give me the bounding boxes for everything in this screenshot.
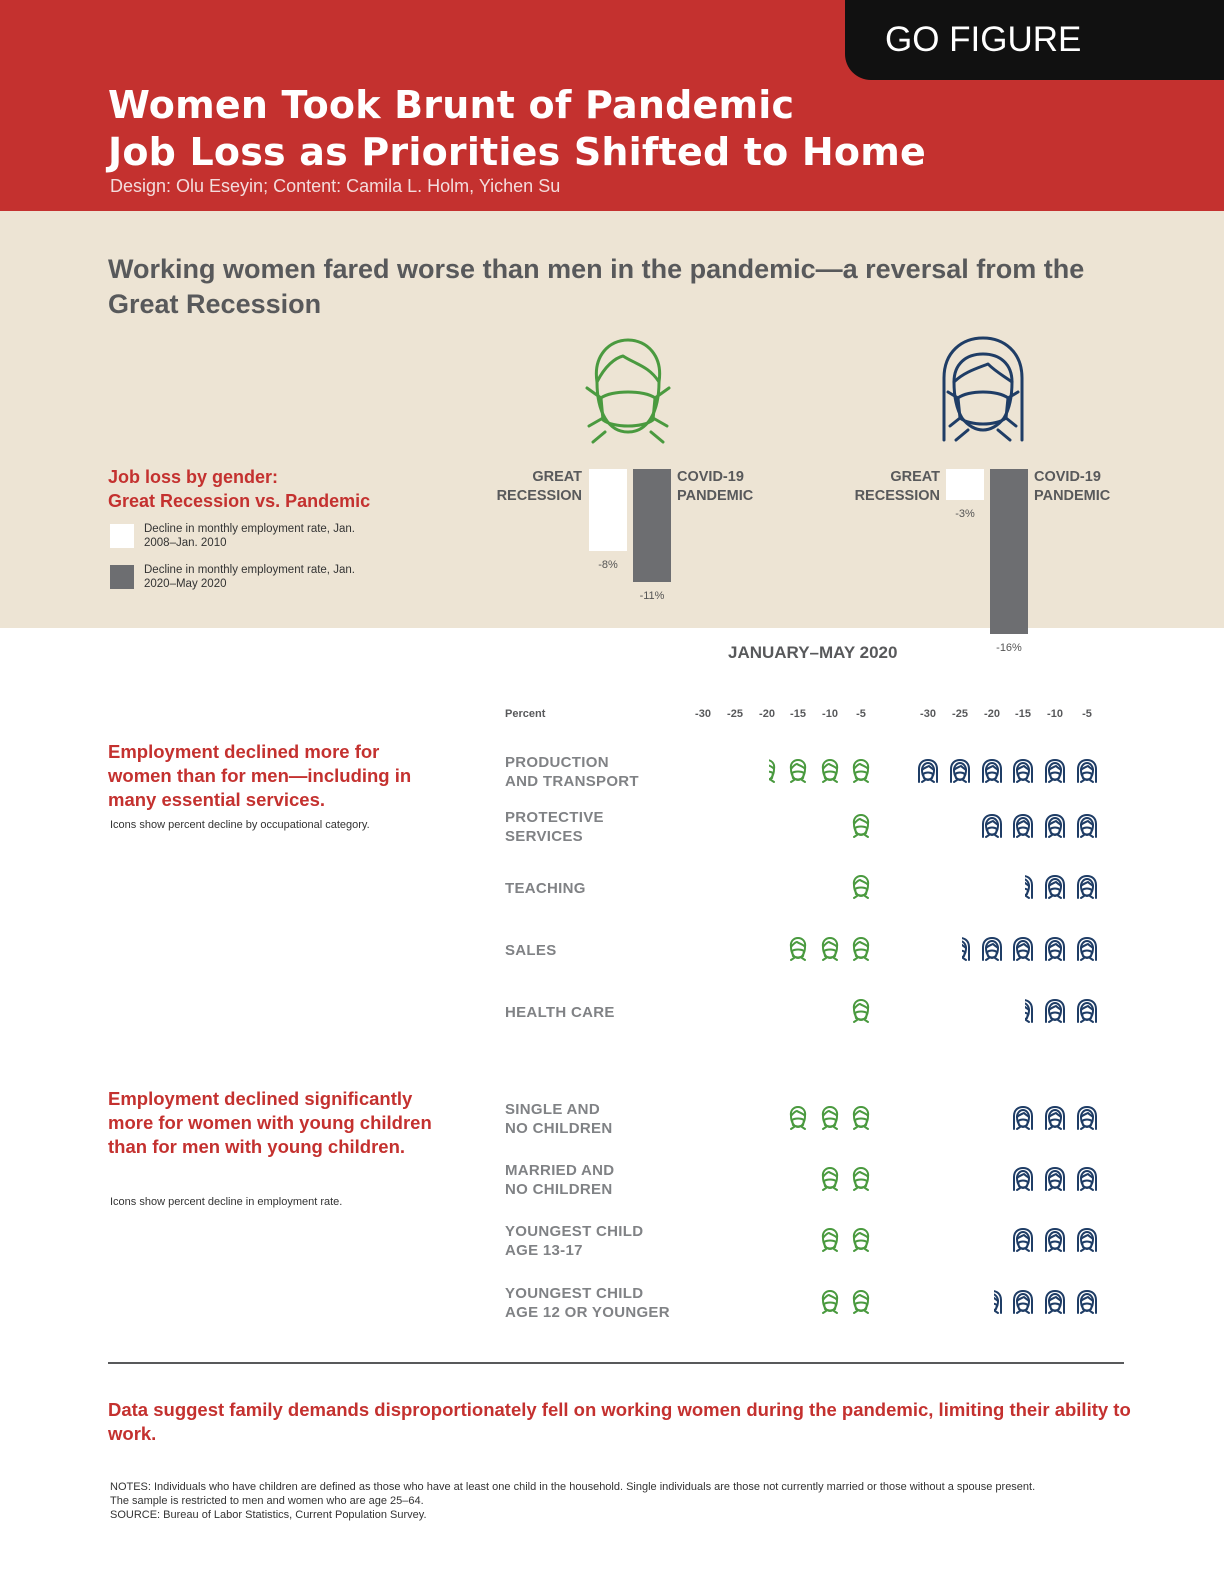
woman-icon [1012,1106,1034,1130]
man-icon [819,1290,841,1314]
man-icon [787,937,809,961]
women-recession-label [828,468,940,506]
bar-value-men-recession: -8% [598,559,618,572]
conclusion: Data suggest family demands disproportionately fell on working women during the pandemic, limiting their ability to work. [108,1399,1131,1444]
section2-note: Icons show percent decline in employment rate. [110,1196,343,1208]
man-icon [819,1228,841,1252]
women-recession-label-l2: RECESSION [854,488,940,504]
category-label-line: NO CHILDREN [505,1120,613,1137]
tick-label: -30 [920,708,936,720]
legend-text-recession: Decline in monthly employment rate, Jan. 2008–Jan. 2010 [144,523,355,549]
woman-icon [1044,1167,1066,1191]
notes-line-1: NOTES: Individuals who have children are defined as those who have at least one child in the household. Single individuals are those not currently married or those without a spouse present. [110,1481,1036,1493]
notes-line-3: SOURCE: Bureau of Labor Statistics, Current Population Survey. [110,1509,427,1521]
man-icon [850,937,872,961]
category-label-line: AND TRANSPORT [505,773,639,790]
notes [110,1480,1140,1522]
man-icon [819,1106,841,1130]
woman-icon [1044,937,1066,961]
woman-icon [1012,937,1034,961]
bar-value-women-recession: -3% [955,507,975,520]
women-recession-label-l1: GREAT [890,469,940,485]
woman-icon [1076,1290,1098,1314]
category-label-line: AGE 13-17 [505,1242,583,1259]
men-covid-label [677,468,797,506]
men-recession-label-l1: GREAT [532,469,582,485]
bar-men-covid-pandemic [633,469,671,582]
bar-value-men-covid: -11% [639,590,665,603]
bar-value-women-covid: -16% [996,641,1022,654]
women-covid-label-l1: COVID-19 [1034,469,1101,485]
category-label [505,1003,705,1022]
woman-icon [1076,1106,1098,1130]
legend-text-pandemic: Decline in monthly employment rate, Jan. 2020–May 2020 [144,564,355,590]
divider [108,1362,1124,1364]
woman-icon [962,937,971,961]
woman-icon [1012,1167,1034,1191]
woman-icon [1044,1290,1066,1314]
category-label-line: AGE 12 OR YOUNGER [505,1304,670,1321]
period-title: JANUARY–MAY 2020 [728,643,898,662]
tick-label: -20 [984,708,1000,720]
woman-icon [1044,875,1066,899]
title-line-2: Job Loss as Priorities Shifted to Home [108,130,926,174]
woman-icon [994,1290,1003,1314]
man-icon [850,875,872,899]
women-covid-label [1034,468,1154,506]
women-covid-label-l2: PANDEMIC [1034,488,1111,504]
man-icon [769,759,778,783]
woman-icon [1012,814,1034,838]
woman-icon [1044,1106,1066,1130]
category-label [505,879,705,898]
category-label-line: NO CHILDREN [505,1181,613,1198]
tick-label: -25 [952,708,968,720]
woman-icon [1076,1167,1098,1191]
man-icon [819,937,841,961]
category-label-line: MARRIED AND [505,1162,615,1179]
tick-label: -15 [1015,708,1031,720]
section2-heading: Employment declined significantly more for women with young children than for men with young children. [108,1088,432,1157]
woman-icon [981,814,1003,838]
man-icon [819,1167,841,1191]
category-label [505,808,705,846]
legend-title-line-2: Great Recession vs. Pandemic [108,491,371,511]
tick-label: -30 [695,708,711,720]
man-icon [819,759,841,783]
woman-icon [981,759,1003,783]
notes-line-2: The sample is restricted to men and women who are age 25–64. [110,1495,424,1507]
category-label-line: SALES [505,942,557,959]
category-label-line: SERVICES [505,828,583,845]
man-icon [850,1290,872,1314]
category-label [505,1161,705,1199]
woman-icon [1076,937,1098,961]
woman-icon [949,759,971,783]
woman-icon [1012,1228,1034,1252]
woman-icon [1076,759,1098,783]
woman-icon [1044,814,1066,838]
man-icon [787,1106,809,1130]
man-icon [850,999,872,1023]
category-label [505,941,705,960]
legend-title-line-1: Job loss by gender: [108,467,279,487]
bar-men-great-recession [589,469,627,551]
tick-label: -20 [759,708,775,720]
woman-icon [1025,875,1034,899]
woman-icon [1025,999,1034,1023]
men-covid-label-l2: PANDEMIC [677,488,754,504]
woman-icon [1044,759,1066,783]
byline: Design: Olu Eseyin; Content: Camila L. Holm, Yichen Su [110,176,561,196]
category-label-line: TEACHING [505,880,586,897]
bar-women-great-recession [946,469,984,500]
tick-label: -5 [856,708,866,720]
man-icon [850,814,872,838]
tick-label: -10 [822,708,838,720]
woman-icon [1044,1228,1066,1252]
category-label-line: HEALTH CARE [505,1004,615,1021]
tick-label: -15 [790,708,806,720]
man-icon [850,1228,872,1252]
woman-icon [1012,759,1034,783]
legend-title [108,465,428,513]
man-icon [850,759,872,783]
category-label-line: PROTECTIVE [505,809,604,826]
category-label [505,1222,705,1260]
category-label-line: YOUNGEST CHILD [505,1285,644,1302]
category-label-line: YOUNGEST CHILD [505,1223,644,1240]
men-recession-label-l2: RECESSION [496,488,582,504]
tick-label: -10 [1047,708,1063,720]
woman-icon [1076,814,1098,838]
category-label [505,1284,705,1322]
legend-swatch-gray [110,565,134,589]
category-label [505,753,705,791]
woman-icon [1012,1290,1034,1314]
men-covid-label-l1: COVID-19 [677,469,744,485]
category-label-line: PRODUCTION [505,754,609,771]
section1-heading: Employment declined more for women than for men—including in many essential services. [108,741,412,810]
woman-icon [1076,875,1098,899]
woman-icon [1044,999,1066,1023]
woman-icon [1076,1228,1098,1252]
title-line-1: Women Took Brunt of Pandemic [108,83,795,127]
woman-icon [1076,999,1098,1023]
tick-label: -5 [1082,708,1092,720]
man-icon [850,1106,872,1130]
man-icon [850,1167,872,1191]
page-title [108,82,1008,176]
legend-swatch-white [110,524,134,548]
men-recession-label [470,468,582,506]
woman-mask-icon [938,334,1028,444]
category-label [505,1100,705,1138]
category-label-line: SINGLE AND [505,1101,600,1118]
axis-label-percent: Percent [505,708,546,720]
woman-icon [981,937,1003,961]
man-mask-icon [583,336,673,444]
tick-label: -25 [727,708,743,720]
bar-women-covid-pandemic [990,469,1028,634]
subtitle: Working women fared worse than men in the pandemic—a reversal from the Great Recession [108,254,1085,319]
go-figure-badge: GO FIGURE [845,0,1224,80]
section1-note: Icons show percent decline by occupational category. [110,819,370,831]
man-icon [787,759,809,783]
woman-icon [917,759,939,783]
